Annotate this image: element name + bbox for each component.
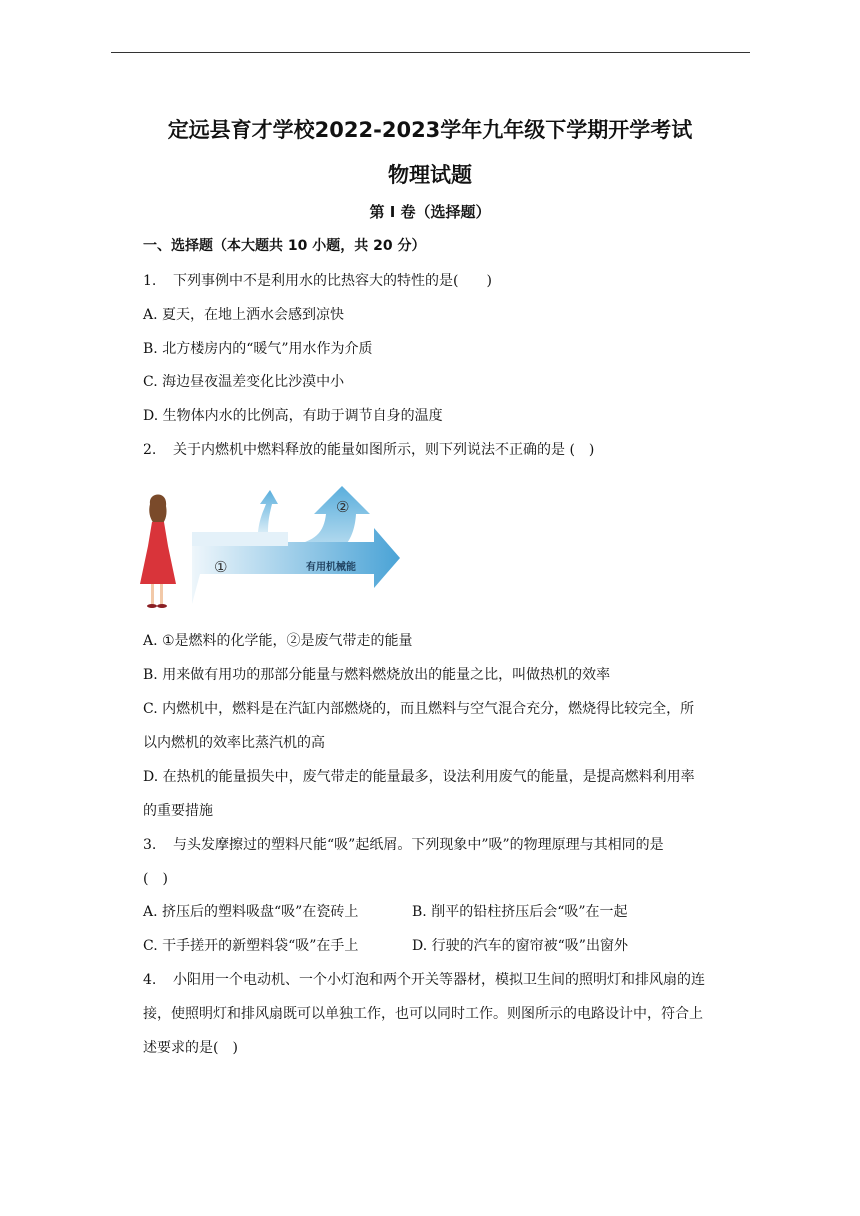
question-4 [143, 969, 705, 989]
option-row-ab [143, 901, 628, 921]
option-c: C. 干手搓开的新塑料袋“吸”在手上 [143, 938, 359, 954]
question-stem: 下列事例中不是利用水的比热容大的特性的是( ) [173, 273, 492, 289]
option-d-continued: 的重要措施 [143, 803, 213, 819]
option-b: B. 用来做有用功的那部分能量与燃料燃烧放出的能量之比，叫做热机的效率 [143, 667, 611, 683]
option-b: B. 北方楼房内的“暖气”用水作为介质 [143, 341, 373, 357]
energy-flow-diagram [138, 486, 403, 614]
volume-title: 第 I 卷（选择题） [369, 203, 491, 221]
option-a: A. 挤压后的塑料吸盘“吸”在瓷砖上 [143, 904, 359, 920]
option-d: D. 在热机的能量损失中，废气带走的能量最多，设法利用废气的能量，是提高燃料利用率 [143, 769, 695, 785]
girl-figure [140, 495, 176, 609]
question-number: 2. [143, 442, 157, 458]
question-number: 3. [143, 837, 157, 853]
label-2: ② [336, 498, 350, 516]
question-4-line-2: 接，使照明灯和排风扇既可以单独工作，也可以同时工作。则图所示的电路设计中，符合上 [143, 1006, 703, 1022]
question-3-paren: ( ) [143, 871, 168, 887]
question-stem: 与头发摩擦过的塑料尺能“吸”起纸屑。下列现象中”吸”的物理原理与其相同的是 [173, 837, 664, 853]
question-2 [143, 439, 594, 459]
question-4-line-3: 述要求的是( ) [143, 1040, 238, 1056]
question-stem: 关于内燃机中燃料释放的能量如图所示，则下列说法不正确的是 ( ) [173, 442, 595, 458]
subject-title: 物理试题 [388, 163, 472, 187]
option-b: B. 削平的铅柱挤压后会“吸”在一起 [412, 904, 628, 920]
arrow-upper-band [192, 532, 288, 546]
option-c-continued: 以内燃机的效率比蒸汽机的高 [143, 735, 325, 751]
option-a: A. ①是燃料的化学能，②是废气带走的能量 [143, 633, 413, 649]
question-1 [143, 270, 492, 290]
option-d: D. 生物体内水的比例高，有助于调节自身的温度 [143, 408, 443, 424]
option-d: D. 行驶的汽车的窗帘被“吸”出窗外 [412, 938, 628, 954]
energy-flow-figure [138, 486, 403, 614]
question-number: 1. [143, 273, 157, 289]
question-3 [143, 834, 664, 854]
small-branch-arrow [258, 490, 278, 532]
option-c: C. 内燃机中，燃料是在汽缸内部燃烧的，而且燃料与空气混合充分，燃烧得比较完全，所 [143, 701, 695, 717]
header-rule [111, 52, 750, 53]
option-c: C. 海边昼夜温差变化比沙漠中小 [143, 374, 345, 390]
arrow-label-useful-energy: 有用机械能 [306, 562, 356, 573]
option-row-cd [143, 935, 628, 955]
section-heading: 一、选择题（本大题共 10 小题，共 20 分） [143, 238, 426, 254]
question-number: 4. [143, 972, 157, 988]
option-a: A. 夏天，在地上洒水会感到凉快 [143, 307, 345, 323]
question-stem: 小阳用一个电动机、一个小灯泡和两个开关等器材，模拟卫生间的照明灯和排风扇的连 [173, 972, 705, 988]
exam-title: 定远县育才学校2022-2023学年九年级下学期开学考试 [167, 118, 693, 142]
label-1: ① [214, 558, 228, 576]
